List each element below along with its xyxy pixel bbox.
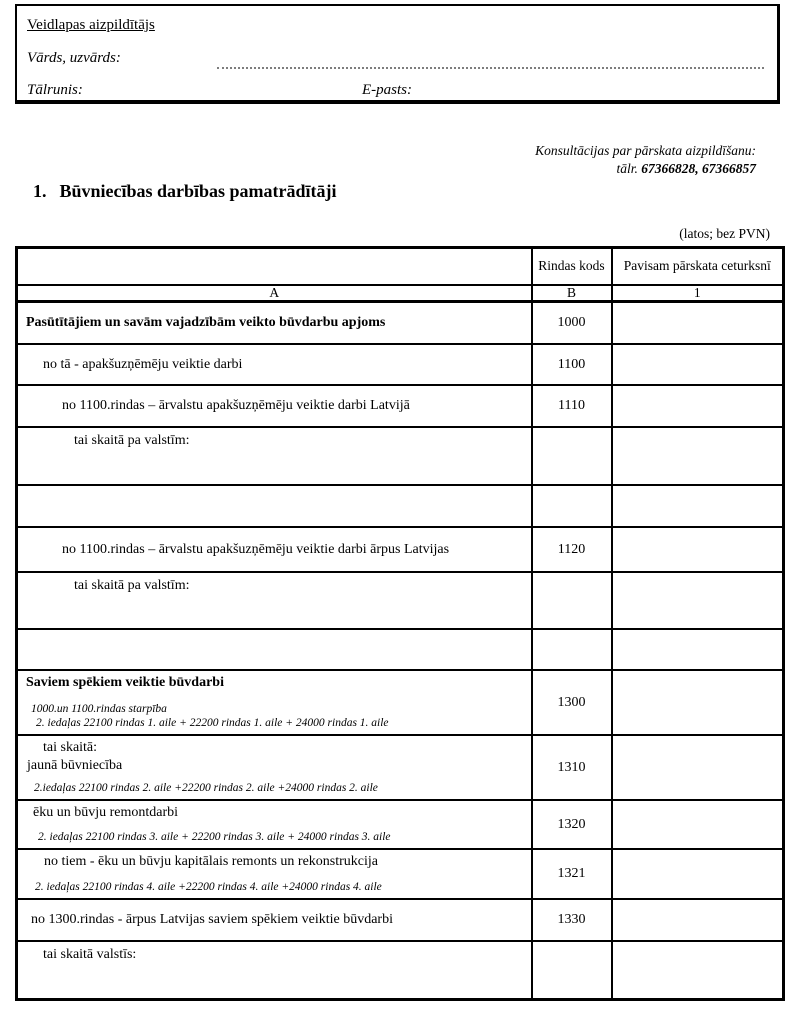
row-1321-line-group: [18, 881, 531, 895]
section-heading: [33, 181, 337, 202]
table-letter-row: [17, 285, 784, 302]
row-1000: [17, 302, 784, 345]
row-1320-label-cell: [17, 800, 532, 849]
indicators-table: [15, 246, 785, 1001]
row-1110: [17, 385, 784, 427]
row-1310: [17, 735, 784, 800]
row-1321-line-group: [18, 853, 531, 871]
row-1100-code-cell: 1100: [532, 344, 612, 385]
row-1310-line-group: [18, 739, 531, 774]
row-1100-value-cell: [612, 344, 784, 385]
row-1300: [17, 670, 784, 735]
row-1330-line-group: [18, 911, 531, 929]
email-label: E-pasts:: [362, 82, 412, 98]
row-1120-label-cell: [17, 527, 532, 572]
row-1300-code-cell: 1300: [532, 670, 612, 735]
row-1000-label-lines: [18, 303, 531, 343]
row-countries-1330-line-group: [18, 946, 531, 964]
units-note: (latos; bez PVN): [679, 226, 770, 241]
row-countries-1330-label-cell: [17, 941, 532, 1000]
row-1320-label-text: ēku un būvju remontdarbi: [33, 805, 179, 820]
row-countries-1330-label-lines: [18, 942, 531, 998]
row-empty-2-code-cell: [532, 629, 612, 670]
row-1321-label-lines: [18, 850, 531, 898]
row-1100-label-cell: [17, 344, 532, 385]
row-1300-line-group: [18, 674, 531, 692]
row-countries-1120-label-lines: [18, 573, 531, 628]
row-countries-1330-label-text: tai skaitā valstīs:: [43, 947, 137, 962]
row-countries-1120-value-cell: [612, 572, 784, 629]
row-countries-1110-label-cell: [17, 427, 532, 485]
row-1321-label-text: 2. iedaļas 22100 rindas 4. aile +22200 rindas 4. aile +24000 rindas 4. aile: [35, 881, 382, 894]
row-1320: [17, 800, 784, 849]
row-1321-value-cell: [612, 849, 784, 899]
row-countries-1110-label-lines: [18, 428, 531, 484]
row-1100-label-text: no tā - apakšuzņēmēju veiktie darbi: [43, 356, 243, 372]
name-fill-line: [217, 53, 764, 69]
row-1110-code-cell: 1110: [532, 385, 612, 427]
row-1320-code-cell: 1320: [532, 800, 612, 849]
row-1300-label-lines: [18, 671, 531, 734]
row-1000-line-group: [18, 314, 531, 332]
row-1330-label-text: no 1300.rindas - ārpus Latvijas saviem spēkiem veiktie būvdarbi: [31, 912, 393, 928]
row-1310-label-text: 2.iedaļas 22100 rindas 2. aile +22200 rindas 2. aile +24000 rindas 2. aile: [34, 782, 378, 795]
row-1320-label-lines: [18, 801, 531, 848]
row-countries-1110-label-text: tai skaitā pa valstīm:: [74, 433, 190, 448]
row-1330-label-cell: [17, 899, 532, 941]
row-countries-1330-value-cell: [612, 941, 784, 1000]
table-header-row: [17, 248, 784, 285]
row-1321: [17, 849, 784, 899]
row-1120-value-cell: [612, 527, 784, 572]
row-countries-1330: [17, 941, 784, 1000]
row-countries-1110: [17, 427, 784, 485]
row-1310-line-group: [18, 782, 531, 796]
row-1110-value-cell: [612, 385, 784, 427]
section-number: 1.: [33, 181, 47, 201]
row-1110-line-group: [18, 397, 531, 415]
row-1000-label-cell: [17, 302, 532, 345]
row-1300-value-cell: [612, 670, 784, 735]
row-1000-code-cell: 1000: [532, 302, 612, 345]
row-1320-line-group: [18, 831, 531, 845]
row-empty-1-label-cell: [17, 485, 532, 527]
table-body: [17, 248, 784, 1000]
row-countries-1110-value-cell: [612, 427, 784, 485]
section-title: Būvniecības darbības pamatrādītāji: [59, 181, 337, 201]
row-1320-label-text: 2. iedaļas 22100 rindas 3. aile + 22200 rindas 3. aile + 24000 rindas 3. aile: [38, 831, 391, 844]
row-1310-value-cell: [612, 735, 784, 800]
row-1321-code-cell: 1321: [532, 849, 612, 899]
row-empty-2: [17, 629, 784, 670]
row-1110-label-cell: [17, 385, 532, 427]
row-1300-label-text: 1000.un 1100.rindas starpība: [31, 703, 167, 716]
row-1310-code-cell: 1310: [532, 735, 612, 800]
consultation-line1: Konsultācijas par pārskata aizpildīšanu:: [535, 143, 756, 158]
row-1310-label-text: jaunā būvniecība: [27, 757, 123, 773]
row-empty-2-label-cell: [17, 629, 532, 670]
row-1120-label-lines: [18, 528, 531, 571]
row-1310-label-lines: [18, 736, 531, 799]
row-1110-label-text: no 1100.rindas – ārvalstu apakšuzņēmēju veiktie darbi Latvijā: [62, 398, 410, 414]
row-1100: [17, 344, 784, 385]
row-1000-value-cell: [612, 302, 784, 345]
row-countries-1330-code-cell: [532, 941, 612, 1000]
row-empty-1-label-lines: [18, 486, 531, 526]
row-countries-1120-code-cell: [532, 572, 612, 629]
form-filler-box: [15, 4, 780, 104]
consultation-line2: [535, 160, 756, 178]
row-1321-label-cell: [17, 849, 532, 899]
row-1300-line-group: [18, 703, 531, 731]
consultation-phone-prefix: tālr.: [616, 161, 642, 177]
row-countries-1120-label-text: tai skaitā pa valstīm:: [74, 578, 190, 593]
row-1000-label-text: Pasūtītājiem un savām vajadzībām veikto būvdarbu apjoms: [26, 315, 386, 331]
row-1110-label-lines: [18, 386, 531, 426]
row-1330-code-cell: 1330: [532, 899, 612, 941]
row-1330-label-lines: [18, 900, 531, 940]
row-1100-label-lines: [18, 345, 531, 384]
header-cell-value: Pavisam pārskata ceturksnī: [612, 248, 784, 285]
row-1300-label-text: Saviem spēkiem veiktie būvdarbi: [26, 675, 224, 690]
row-empty-1-code-cell: [532, 485, 612, 527]
header-cell-indicator: [17, 248, 532, 285]
header-cell-code: Rindas kods: [532, 248, 612, 285]
letter-cell-a: A: [17, 285, 532, 302]
letter-cell-value: 1: [612, 285, 784, 302]
row-1330-value-cell: [612, 899, 784, 941]
row-1300-label-text: 2. iedaļas 22100 rindas 1. aile + 22200 rindas 1. aile + 24000 rindas 1. aile: [36, 717, 389, 730]
consultation-note: [535, 142, 756, 178]
name-surname-label: Vārds, uzvārds:: [27, 50, 121, 66]
phone-label: Tālrunis:: [27, 82, 83, 98]
row-1320-line-group: [18, 804, 531, 822]
row-1300-label-cell: [17, 670, 532, 735]
row-1120: [17, 527, 784, 572]
consultation-phone-numbers: 67366828, 67366857: [641, 161, 756, 177]
row-countries-1110-code-cell: [532, 427, 612, 485]
row-empty-2-value-cell: [612, 629, 784, 670]
row-1100-line-group: [18, 356, 531, 374]
row-empty-2-label-lines: [18, 630, 531, 669]
row-1320-value-cell: [612, 800, 784, 849]
row-empty-1-value-cell: [612, 485, 784, 527]
form-filler-title: Veidlapas aizpildītājs: [27, 17, 155, 33]
row-1120-label-text: no 1100.rindas – ārvalstu apakšuzņēmēju veiktie darbi ārpus Latvijas: [62, 541, 450, 557]
row-1120-line-group: [18, 541, 531, 559]
row-countries-1110-line-group: [18, 432, 531, 450]
row-empty-1: [17, 485, 784, 527]
row-countries-1120-line-group: [18, 577, 531, 595]
row-countries-1120: [17, 572, 784, 629]
row-1321-label-text: no tiem - ēku un būvju kapitālais remonts un rekonstrukcija: [44, 854, 378, 869]
row-1310-label-text: tai skaitā:: [43, 740, 98, 755]
letter-cell-b: B: [532, 285, 612, 302]
row-countries-1120-label-cell: [17, 572, 532, 629]
row-1330: [17, 899, 784, 941]
row-1120-code-cell: 1120: [532, 527, 612, 572]
row-1310-label-cell: [17, 735, 532, 800]
